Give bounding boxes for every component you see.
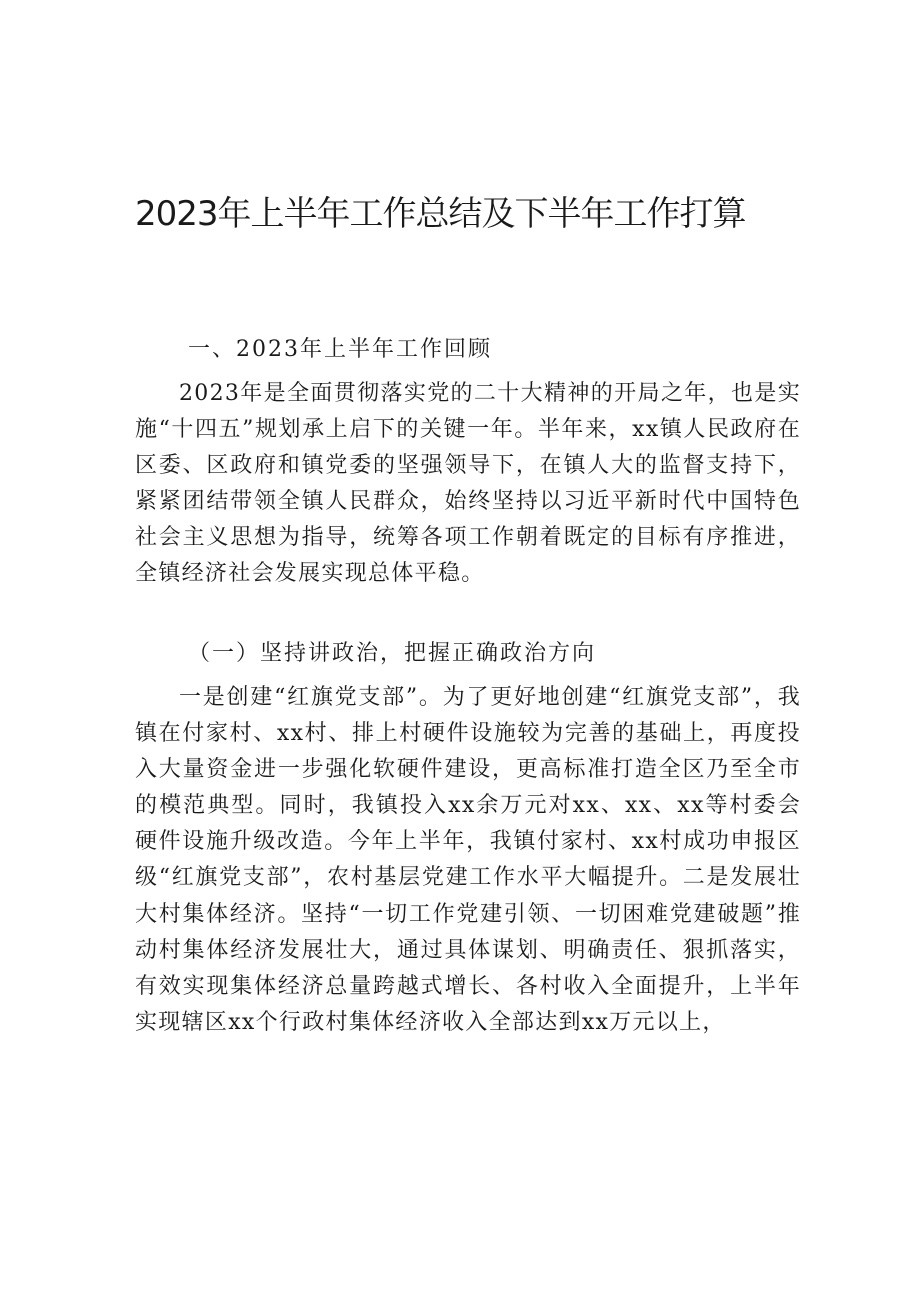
subheading-politics: （一）坚持讲政治，把握正确政治方向: [188, 641, 597, 666]
paragraph-intro: 2023年是全面贯彻落实党的二十大精神的开局之年，也是实施“十四五”规划承上启下的关键一年。半年来，xx镇人民政府在区委、区政府和镇党委的坚强领导下，在镇人大的监督支持下，紧紧团结带领全镇人民群众，始终坚持以习近平新时代中国特色社会主义思想为指导，统筹各项工作朝着既定的目标有序推进，全镇经济社会发展实现总体平稳。: [135, 381, 801, 587]
document-title: 2023年上半年工作总结及下半年工作打算: [135, 194, 746, 234]
section-heading: 一、2023年上半年工作回顾: [188, 337, 492, 362]
paragraph-party-building: 一是创建“红旗党支部”。为了更好地创建“红旗党支部”，我镇在付家村、xx村、排上村硬件设施较为完善的基础上，再度投入大量资金进一步强化软硬件建设，更高标准打造全区乃至全市的模范典型。同时，我镇投入xx余万元对xx、xx、xx等村委会硬件设施升级改造。今年上半年，我镇付家村、xx村成功申报区级“红旗党支部”，农村基层党建工作水平大幅提升。二是发展壮大村集体经济。坚持“一切工作党建引领、一切困难党建破题”推动村集体经济发展壮大，通过具体谋划、明确责任、狠抓落实，有效实现集体经济总量跨越式增长、各村收入全面提升，上半年实现辖区xx个行政村集体经济收入全部达到xx万元以上，: [135, 685, 801, 1035]
